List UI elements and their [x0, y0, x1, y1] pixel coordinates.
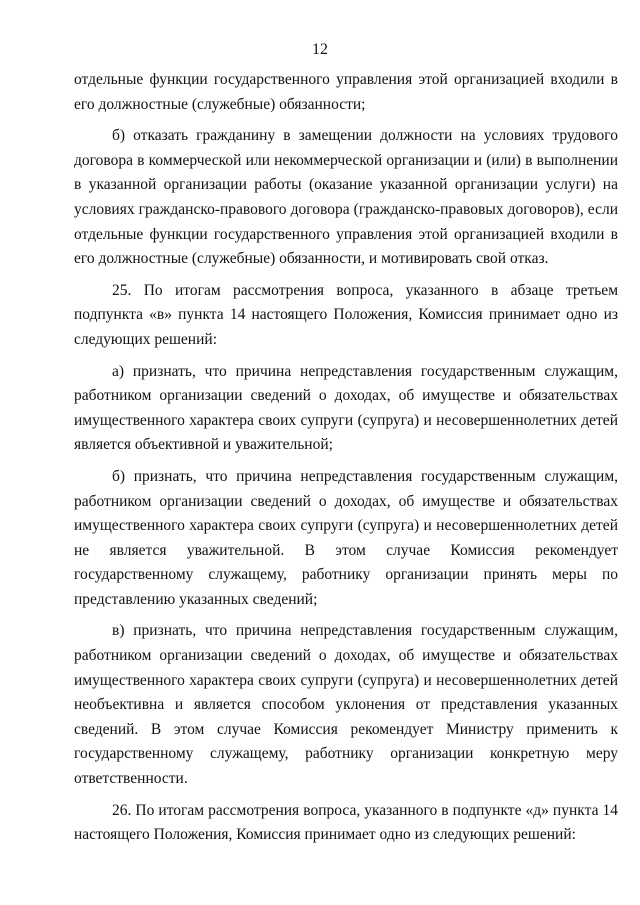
paragraph-25-item-b: б) признать, что причина непредставления государственным служащим, работником организации сведений о доходах, об имуществе и обязательствах имущественного характера своих супруги (супруга) и несовершеннолетних детей не является уважительной. В этом случае Комиссия рекомендует государственному служащему, работнику организации принять меры по представлению указанных сведений;	[74, 467, 618, 608]
paragraph-25-item-a: а) признать, что причина непредставления государственным служащим, работником организации сведений о доходах, об имуществе и обязательствах имущественного характера своих супруги (супруга) и несовершеннолетних детей является объективной и уважительной;	[74, 362, 618, 454]
paragraph-25: 25. По итогам рассмотрения вопроса, указанного в абзаце третьем подпункта «в» пункта 14 настоящего Положения, Комиссия принимает одно из следующих решений:	[74, 281, 618, 348]
paragraph-item-b-refuse: б) отказать гражданину в замещении должности на условиях трудового договора в коммерческой или некоммерческой организации и (или) в выполнении в указанной организации работы (оказание указанной организации услуги) на условиях гражданско-правового договора (гражданско-правовых договоров), если отдельные функции государственного управления этой организацией входили в его должностные (служебные) обязанности, и мотивировать свой отказ.	[74, 127, 618, 268]
paragraph-continuation: отдельные функции государственного управления этой организацией входили в его должностные (служебные) обязанности;	[74, 71, 618, 113]
document-body	[74, 68, 618, 848]
page-number: 12	[312, 41, 328, 58]
paragraph-26: 26. По итогам рассмотрения вопроса, указанного в подпункте «д» пункта 14 настоящего Положения, Комиссия принимает одно из следующих решений:	[74, 801, 618, 844]
paragraph-25-item-v: в) признать, что причина непредставления государственным служащим, работником организации сведений о доходах, об имуществе и обязательствах имущественного характера своих супруги (супруга) и несовершеннолетних детей необъективна и является способом уклонения от представления указанных сведений. В этом случае Комиссия рекомендует Министру применить к государственному служащему, работнику организации конкретную меру ответственности.	[74, 622, 618, 788]
